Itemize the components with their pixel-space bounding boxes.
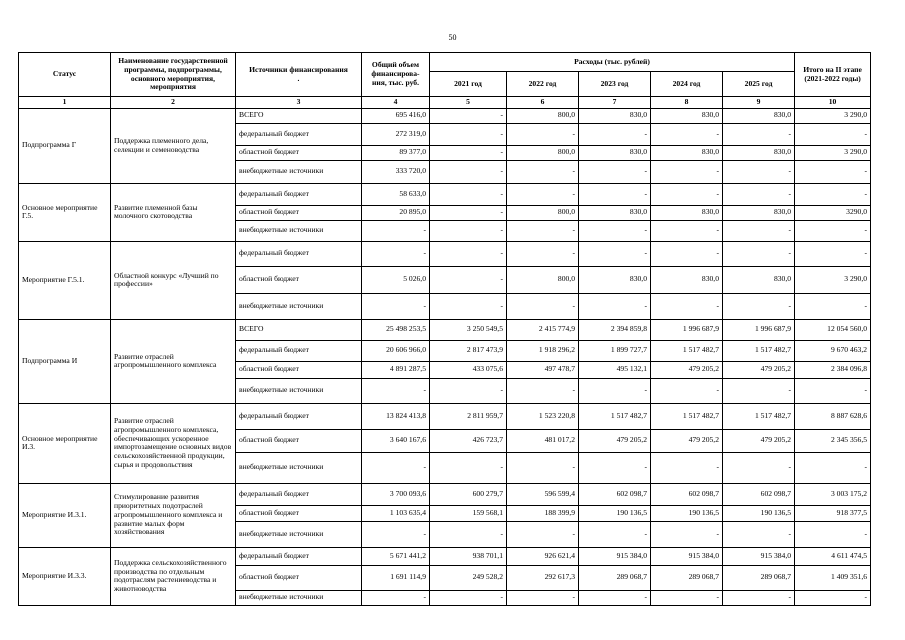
value-cell: 1 517 482,7 [651,403,723,429]
value-cell: 1 691 114,9 [362,565,430,590]
status-cell: Мероприятие И.3.1. [19,483,111,547]
value-cell: 3 640 167,6 [362,429,430,452]
value-cell: 800,0 [507,266,579,293]
header-year: 2021 год [430,72,507,97]
value-cell: 1 103 635,4 [362,505,430,521]
source-cell: областной бюджет [236,429,362,452]
header-total: Общий объем финансирова-ния, тыс. руб. [362,53,430,97]
status-cell: Основное мероприятие И.3. [19,403,111,483]
name-cell: Развитие отраслей агропромышленного комплекса, обеспечивающих ускоренное импортозамещение основных видов сельскохозяйственной продукции, сырья и продовольствия [111,403,236,483]
value-cell: - [362,241,430,266]
value-cell: - [430,220,507,241]
source-cell: федеральный бюджет [236,547,362,565]
header-year: 2025 год [723,72,795,97]
source-cell: ВСЕГО [236,319,362,340]
value-cell: - [430,145,507,160]
value-cell: 190 136,5 [723,505,795,521]
header-year: 2024 год [651,72,723,97]
table-row [19,183,871,205]
value-cell: - [795,590,871,605]
value-cell: 1 517 482,7 [723,340,795,361]
value-cell: 830,0 [723,266,795,293]
table-row [19,483,871,505]
value-cell: - [430,160,507,183]
value-cell: 800,0 [507,145,579,160]
value-cell: 479 205,2 [651,429,723,452]
value-cell: - [430,205,507,220]
value-cell: - [507,241,579,266]
source-cell: федеральный бюджет [236,403,362,429]
value-cell: 190 136,5 [651,505,723,521]
value-cell: - [723,241,795,266]
value-cell: 289 068,7 [651,565,723,590]
value-cell: - [723,521,795,547]
value-cell: 1 996 687,9 [723,319,795,340]
table-row [19,403,871,429]
value-cell: 3 290,0 [795,266,871,293]
column-number: 4 [362,97,430,109]
column-number: 2 [111,97,236,109]
value-cell: 602 098,7 [723,483,795,505]
source-cell: внебюджетные источники [236,378,362,403]
value-cell: 1 409 351,6 [795,565,871,590]
value-cell: - [362,293,430,319]
value-cell: 190 136,5 [579,505,651,521]
value-cell: - [651,160,723,183]
header-expenses: Расходы (тыс. рублей) [430,53,795,72]
value-cell: - [579,241,651,266]
value-cell: 333 720,0 [362,160,430,183]
value-cell: 495 132,1 [579,361,651,378]
source-cell: внебюджетные источники [236,590,362,605]
value-cell: - [651,241,723,266]
value-cell: - [579,521,651,547]
source-cell: областной бюджет [236,565,362,590]
value-cell: - [507,590,579,605]
value-cell: 289 068,7 [723,565,795,590]
value-cell: - [430,590,507,605]
source-cell: внебюджетные источники [236,521,362,547]
source-cell: областной бюджет [236,205,362,220]
value-cell: - [579,183,651,205]
value-cell: 1 918 296,2 [507,340,579,361]
value-cell: - [430,241,507,266]
value-cell: 3 290,0 [795,108,871,123]
value-cell: 3 700 093,6 [362,483,430,505]
value-cell: - [795,452,871,483]
value-cell: 1 899 727,7 [579,340,651,361]
value-cell: - [651,378,723,403]
value-cell: - [723,123,795,145]
value-cell: 2 811 959,7 [430,403,507,429]
value-cell: 25 498 253,5 [362,319,430,340]
value-cell: - [723,293,795,319]
column-number: 9 [723,97,795,109]
source-cell: ВСЕГО [236,108,362,123]
source-cell: федеральный бюджет [236,340,362,361]
name-cell: Поддержка племенного дела, селекции и семеноводства [111,108,236,183]
column-number: 5 [430,97,507,109]
source-cell: областной бюджет [236,505,362,521]
header-sources [236,53,362,97]
value-cell: - [430,521,507,547]
value-cell: - [362,220,430,241]
value-cell: 830,0 [579,266,651,293]
name-cell: Поддержка сельскохозяйственного производства по отдельным подотраслям растениеводства и животноводства [111,547,236,605]
budget-table [18,52,871,606]
value-cell: 830,0 [579,145,651,160]
value-cell: 188 399,9 [507,505,579,521]
table-row [19,319,871,340]
value-cell: - [795,241,871,266]
value-cell: - [579,452,651,483]
header-year: 2023 год [579,72,651,97]
header-dot: . [297,73,300,83]
column-number: 1 [19,97,111,109]
value-cell: 58 633,0 [362,183,430,205]
value-cell: - [723,220,795,241]
value-cell: 915 384,0 [723,547,795,565]
value-cell: 602 098,7 [579,483,651,505]
value-cell: - [795,183,871,205]
column-number-row [19,97,871,109]
value-cell: 13 824 413,8 [362,403,430,429]
value-cell: 5 026,0 [362,266,430,293]
value-cell: 433 075,6 [430,361,507,378]
value-cell: - [362,521,430,547]
value-cell: 915 384,0 [579,547,651,565]
value-cell: - [507,123,579,145]
source-cell: федеральный бюджет [236,483,362,505]
table-row [19,241,871,266]
name-cell: Развитие племенной базы молочного скотоводства [111,183,236,241]
value-cell: 830,0 [723,145,795,160]
source-cell: федеральный бюджет [236,123,362,145]
value-cell: - [579,123,651,145]
value-cell: 479 205,2 [651,361,723,378]
value-cell: 3 250 549,5 [430,319,507,340]
value-cell: 5 671 441,2 [362,547,430,565]
value-cell: 4 891 287,5 [362,361,430,378]
value-cell: 3 290,0 [795,145,871,160]
value-cell: - [795,220,871,241]
value-cell: - [430,123,507,145]
value-cell: - [651,123,723,145]
name-cell: Развитие отраслей агропромышленного комплекса [111,319,236,403]
value-cell: 2 394 859,8 [579,319,651,340]
value-cell: - [507,521,579,547]
value-cell: - [362,452,430,483]
value-cell: 426 723,7 [430,429,507,452]
value-cell: 289 068,7 [579,565,651,590]
value-cell: 292 617,3 [507,565,579,590]
value-cell: - [795,293,871,319]
header-name: Наименование государственной программы, подпрограммы, основного мероприятия, мероприятия [111,53,236,97]
value-cell: - [430,183,507,205]
value-cell: 830,0 [651,205,723,220]
name-cell: Стимулирование развития приоритетных подотраслей агропромышленного комплекса и развитие малых форм хозяйствования [111,483,236,547]
header-year: 2022 год [507,72,579,97]
value-cell: 918 377,5 [795,505,871,521]
column-number: 8 [651,97,723,109]
column-number: 6 [507,97,579,109]
value-cell: - [430,293,507,319]
value-cell: - [430,266,507,293]
source-cell: внебюджетные источники [236,220,362,241]
value-cell: - [507,160,579,183]
value-cell: 20 895,0 [362,205,430,220]
source-cell: областной бюджет [236,361,362,378]
value-cell: - [723,183,795,205]
value-cell: 830,0 [579,108,651,123]
value-cell: - [579,220,651,241]
value-cell: - [507,452,579,483]
value-cell: - [723,160,795,183]
value-cell: 20 606 966,0 [362,340,430,361]
value-cell: - [430,378,507,403]
value-cell: 800,0 [507,205,579,220]
value-cell: 1 517 482,7 [723,403,795,429]
value-cell: - [795,378,871,403]
value-cell: - [795,160,871,183]
source-cell: внебюджетные источники [236,452,362,483]
value-cell: 830,0 [651,266,723,293]
value-cell: - [430,108,507,123]
source-cell: федеральный бюджет [236,183,362,205]
column-number: 7 [579,97,651,109]
value-cell: 1 523 220,8 [507,403,579,429]
status-cell: Подпрограмма И [19,319,111,403]
source-cell: областной бюджет [236,266,362,293]
header-status: Статус [19,53,111,97]
value-cell: - [507,293,579,319]
value-cell: 926 621,4 [507,547,579,565]
value-cell: 1 517 482,7 [651,340,723,361]
value-cell: 3 003 175,2 [795,483,871,505]
value-cell: - [723,590,795,605]
table-row [19,547,871,565]
value-cell: - [362,378,430,403]
value-cell: 2 384 096,8 [795,361,871,378]
value-cell: 2 817 473,9 [430,340,507,361]
value-cell: 9 670 463,2 [795,340,871,361]
source-cell: федеральный бюджет [236,241,362,266]
name-cell: Областной конкурс «Лучший по профессии» [111,241,236,319]
value-cell: 695 416,0 [362,108,430,123]
value-cell: 830,0 [579,205,651,220]
value-cell: 12 054 560,0 [795,319,871,340]
value-cell: - [507,220,579,241]
status-cell: Мероприятие Г.5.1. [19,241,111,319]
status-cell: Мероприятие И.3.3. [19,547,111,605]
value-cell: - [795,521,871,547]
value-cell: 481 017,2 [507,429,579,452]
status-cell: Основное мероприятие Г.5. [19,183,111,241]
value-cell: 89 377,0 [362,145,430,160]
value-cell: - [651,452,723,483]
value-cell: - [651,220,723,241]
value-cell: - [362,590,430,605]
value-cell: 938 701,1 [430,547,507,565]
value-cell: 915 384,0 [651,547,723,565]
value-cell: 800,0 [507,108,579,123]
source-cell: внебюджетные источники [236,293,362,319]
value-cell: - [579,293,651,319]
value-cell: - [651,521,723,547]
value-cell: - [430,452,507,483]
value-cell: 830,0 [651,108,723,123]
value-cell: 249 528,2 [430,565,507,590]
value-cell: - [507,378,579,403]
value-cell: 2 345 356,5 [795,429,871,452]
source-cell: внебюджетные источники [236,160,362,183]
value-cell: - [651,293,723,319]
header-sources-label: Источники финансирования [249,64,348,74]
value-cell: 830,0 [723,108,795,123]
value-cell: - [795,123,871,145]
value-cell: - [579,378,651,403]
header-row [19,53,871,72]
table-row [19,108,871,123]
value-cell: - [579,160,651,183]
value-cell: 3290,0 [795,205,871,220]
value-cell: 830,0 [723,205,795,220]
value-cell: 8 887 628,6 [795,403,871,429]
value-cell: 479 205,2 [579,429,651,452]
value-cell: 2 415 774,9 [507,319,579,340]
value-cell: - [579,590,651,605]
value-cell: - [651,590,723,605]
value-cell: 600 279,7 [430,483,507,505]
value-cell: 272 319,0 [362,123,430,145]
status-cell: Подпрограмма Г [19,108,111,183]
value-cell: - [723,452,795,483]
value-cell: 479 205,2 [723,429,795,452]
page-number: 50 [448,33,457,42]
value-cell: 1 517 482,7 [579,403,651,429]
value-cell: 830,0 [651,145,723,160]
source-cell: областной бюджет [236,145,362,160]
column-number: 10 [795,97,871,109]
header-stage-total: Итого на II этапе (2021-2022 годы) [795,53,871,97]
value-cell: 596 599,4 [507,483,579,505]
value-cell: 159 568,1 [430,505,507,521]
value-cell: 479 205,2 [723,361,795,378]
value-cell: 1 996 687,9 [651,319,723,340]
value-cell: - [723,378,795,403]
value-cell: - [507,183,579,205]
value-cell: 497 478,7 [507,361,579,378]
value-cell: 4 611 474,5 [795,547,871,565]
value-cell: 602 098,7 [651,483,723,505]
column-number: 3 [236,97,362,109]
value-cell: - [651,183,723,205]
